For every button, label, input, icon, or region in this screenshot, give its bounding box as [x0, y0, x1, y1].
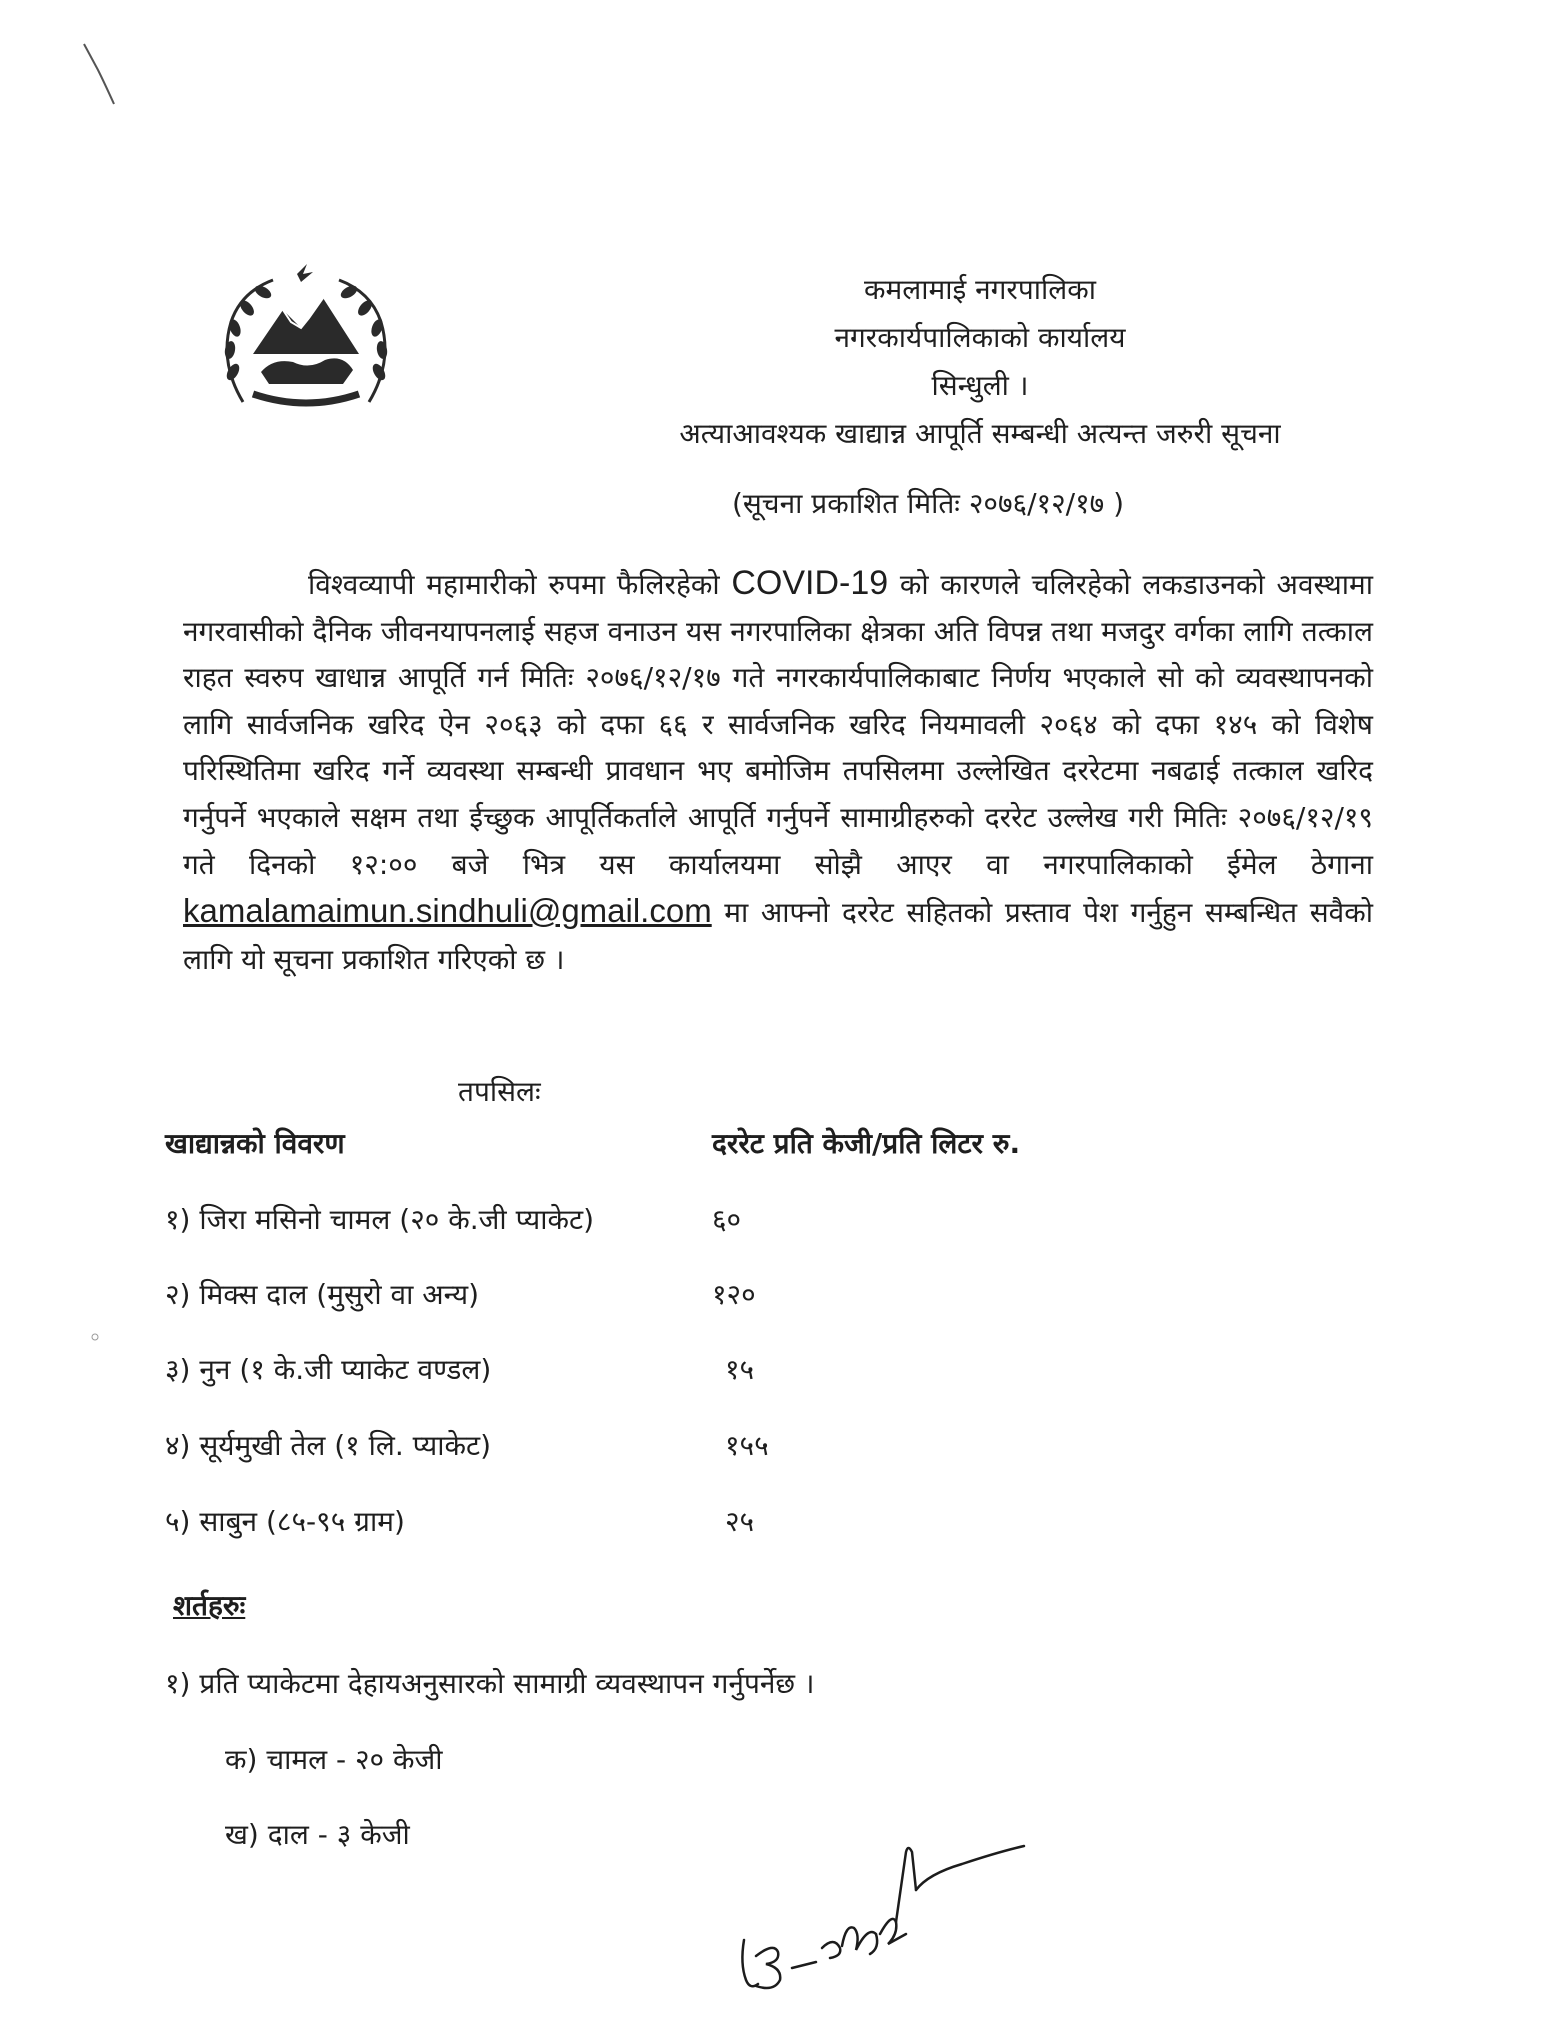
schedule-item-rate: १२० — [712, 1278, 756, 1311]
schedule-item-rate: १५ — [725, 1353, 755, 1386]
email-address-link[interactable]: kamalamaimun.sindhuli@gmail.com — [183, 892, 712, 930]
schedule-item-name: २) मिक्स दाल (मुसुरो वा अन्य) — [165, 1278, 480, 1311]
covid-term: COVID-19 — [731, 564, 889, 602]
conditions-title: शर्तहरुः — [173, 1589, 246, 1622]
condition-sub-b: ख) दाल - ३ केजी — [225, 1818, 410, 1851]
schedule-item-rate: २५ — [725, 1505, 755, 1538]
district-name: सिन्धुली । — [931, 369, 1029, 402]
body-part-3: मा आफ्नो दररेट सहितको प्रस्ताव पेश गर्नुहुन सम्बन्धित सवैको लागि यो सूचना प्रकाशित गरिएको छ । — [183, 896, 1373, 976]
column-rate-header: दररेट प्रति केजी/प्रति लिटर रु. — [712, 1127, 1021, 1160]
schedule-item-name: १) जिरा मसिनो चामल (२० के.जी प्याकेट) — [165, 1203, 595, 1236]
column-item-header: खाद्यान्नको विवरण — [165, 1127, 345, 1160]
schedule-item-name: ४) सूर्यमुखी तेल (१ लि. प्याकेट) — [165, 1429, 492, 1462]
office-sub: नगरकार्यपालिकाको कार्यालय — [834, 321, 1126, 354]
schedule-item-name: ३) नुन (१ के.जी प्याकेट वण्डल) — [165, 1353, 492, 1386]
schedule-label: तपसिलः — [458, 1075, 541, 1108]
publish-date: (सूचना प्रकाशित मितिः २०७६/१२/१७ ) — [731, 487, 1125, 520]
notice-title: अत्याआवश्यक खाद्यान्न आपूर्ति सम्बन्धी अत्यन्त जरुरी सूचना — [679, 417, 1281, 450]
schedule-item-name: ५) साबुन (८५-९५ ग्राम) — [165, 1505, 405, 1538]
notice-header — [520, 270, 1440, 520]
office-name: कमलामाई नगरपालिका — [863, 273, 1097, 306]
condition-sub-a: क) चामल - २० केजी — [225, 1743, 443, 1776]
scan-dot-icon — [90, 1332, 100, 1342]
schedule-item-rate: ६० — [712, 1203, 742, 1236]
schedule-item-rate: १५५ — [725, 1429, 769, 1462]
condition-item: १) प्रति प्याकेटमा देहायअनुसारको सामाग्री व्यवस्थापन गर्नुपर्नेछ । — [165, 1667, 815, 1700]
notice-body — [183, 560, 1373, 983]
signature-icon — [730, 1830, 1030, 2000]
nepal-government-emblem-icon — [213, 262, 399, 427]
body-part-1: विश्वव्यापी महामारीको रुपमा फैलिरहेको — [308, 568, 732, 601]
body-part-2: को कारणले चलिरहेको लकडाउनको अवस्थामा नगरवासीको दैनिक जीवनयापनलाई सहज वनाउन यस नगरपालिका क्षेत्रका अति विपन्न तथा मजदुर वर्गका लागि तत्काल राहत स्वरुप खाधान्न आपूर्ति गर्न मितिः २०७६/१२/१७ गते नगरकार्यपालिकाबाट निर्णय भएकाले सो को व्यवस्थापनको लागि सार्वजनिक खरिद ऐन २०६३ को दफा ६६ र सार्वजनिक खरिद नियमावली २०६४ को दफा १४५ को विशेष परिस्थितिमा खरिद गर्ने व्यवस्था सम्बन्धी प्रावधान भए बमोजिम तपसिलमा उल्लेखित दररेटमा नबढाई तत्काल खरिद गर्नुपर्ने भएकाले सक्षम तथा ईच्छुक आपूर्तिकर्ताले आपूर्ति गर्नुपर्ने सामाग्रीहरुको दररेट उल्लेख गरी मितिः २०७६/१२/१९ गते दिनको १२:०० बजे भित्र यस कार्यालयमा सोझै आएर वा नगरपालिकाको ईमेल ठेगाना — [183, 568, 1373, 881]
scan-artifact-icon — [80, 40, 120, 110]
